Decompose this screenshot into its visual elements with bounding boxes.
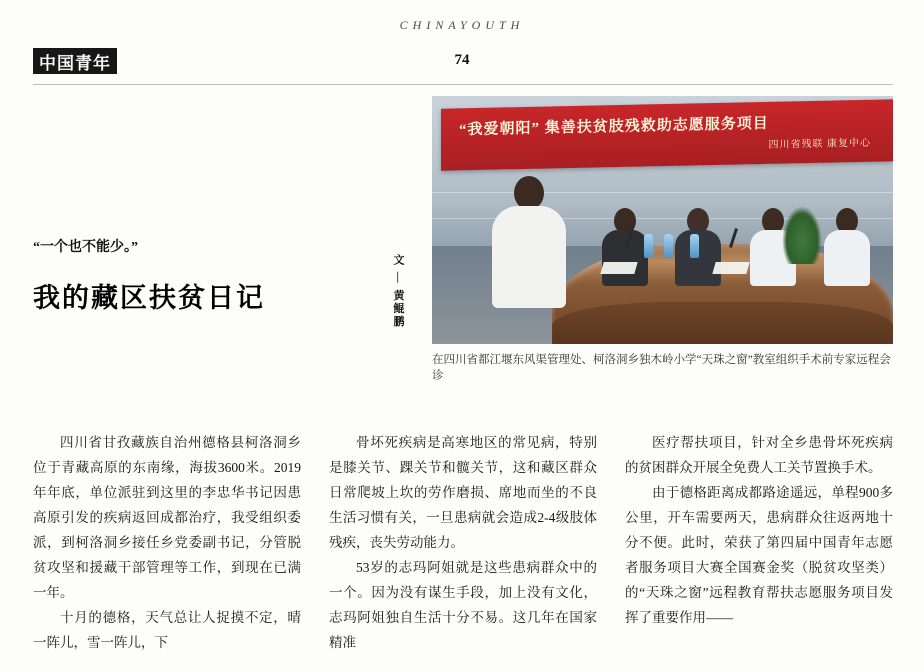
paragraph: 由于德格距离成都路途遥远，单程900多公里，开车需要两天，患病群众往返两地十分不便。此时，荣获了第四届中国青年志愿者服务项目大赛全国赛金奖（脱贫攻坚类）的“天珠之窗”远程教育帮扶志愿服务项目发挥了重要作用——: [625, 485, 893, 625]
paragraph: 四川省甘孜藏族自治州德格县柯洛洞乡位于青藏高原的东南缘，海拔3600米。2019年年底，单位派驻到这里的李忠华书记因患高原引发的疾病返回成都治疗，我受组织委派，到柯洛洞乡接任乡党委副书记，分管脱贫攻坚和援藏干部管理等工作，到现在已满一年。: [33, 435, 301, 600]
paragraph: 十月的德格，天气总让人捉摸不定，晴一阵儿，雪一阵儿，下: [33, 610, 301, 650]
body-column-3: [625, 430, 893, 671]
paragraph: 骨坏死疾病是高寒地区的常见病，特别是膝关节、踝关节和髋关节，这和藏区群众日常爬坡上坎的劳作磨损、席地而坐的不良生活习惯有关，一旦患病就会造成2-4级肢体残疾，丧失劳动能力。: [329, 435, 597, 550]
photo-red-banner: [441, 99, 893, 170]
photo-papers: [600, 262, 637, 274]
masthead-logo: 中国青年: [33, 48, 117, 74]
article-body: [33, 430, 893, 671]
article-kicker: “一个也不能少。”: [33, 240, 138, 255]
body-column-2: [329, 430, 597, 671]
photo-person-5: [824, 208, 870, 286]
header-divider: [33, 84, 893, 85]
article-photo: [432, 96, 893, 344]
paragraph: 53岁的志玛阿姐就是这些患病群众中的一个。因为没有谋生手段，加上没有文化，志玛阿姐独自生活十分不易。这几年在国家精准: [329, 560, 597, 650]
photo-caption: 在四川省都江堰东风渠管理处、柯洛洞乡独木岭小学“天珠之窗”教室组织手术前专家远程会诊: [432, 354, 891, 382]
running-head: CHINAYOUTH: [399, 18, 525, 32]
photo-papers: [712, 262, 749, 274]
body-column-1: [33, 430, 301, 671]
paragraph: 医疗帮扶项目，针对全乡患骨坏死疾病的贫困群众开展全免费人工关节置换手术。: [625, 435, 893, 475]
banner-main-text: “我爱朝阳” 集善扶贫肢残救助志愿服务项目: [459, 115, 769, 139]
photo-person-speaker: [492, 176, 566, 308]
page-title: 我的藏区扶贫日记: [33, 283, 265, 313]
page-number: 74: [454, 52, 470, 68]
photo-plant: [782, 206, 822, 264]
banner-sub-text: 四川省残联 康复中心: [768, 137, 871, 151]
photo-water-bottle: [664, 234, 673, 258]
photo-water-bottle: [644, 234, 653, 258]
photo-table-front: [552, 302, 893, 344]
photo-water-bottle: [690, 234, 699, 258]
article-byline: 文 — 黄鲲鹏: [392, 253, 404, 329]
photo-scene: [432, 96, 893, 344]
